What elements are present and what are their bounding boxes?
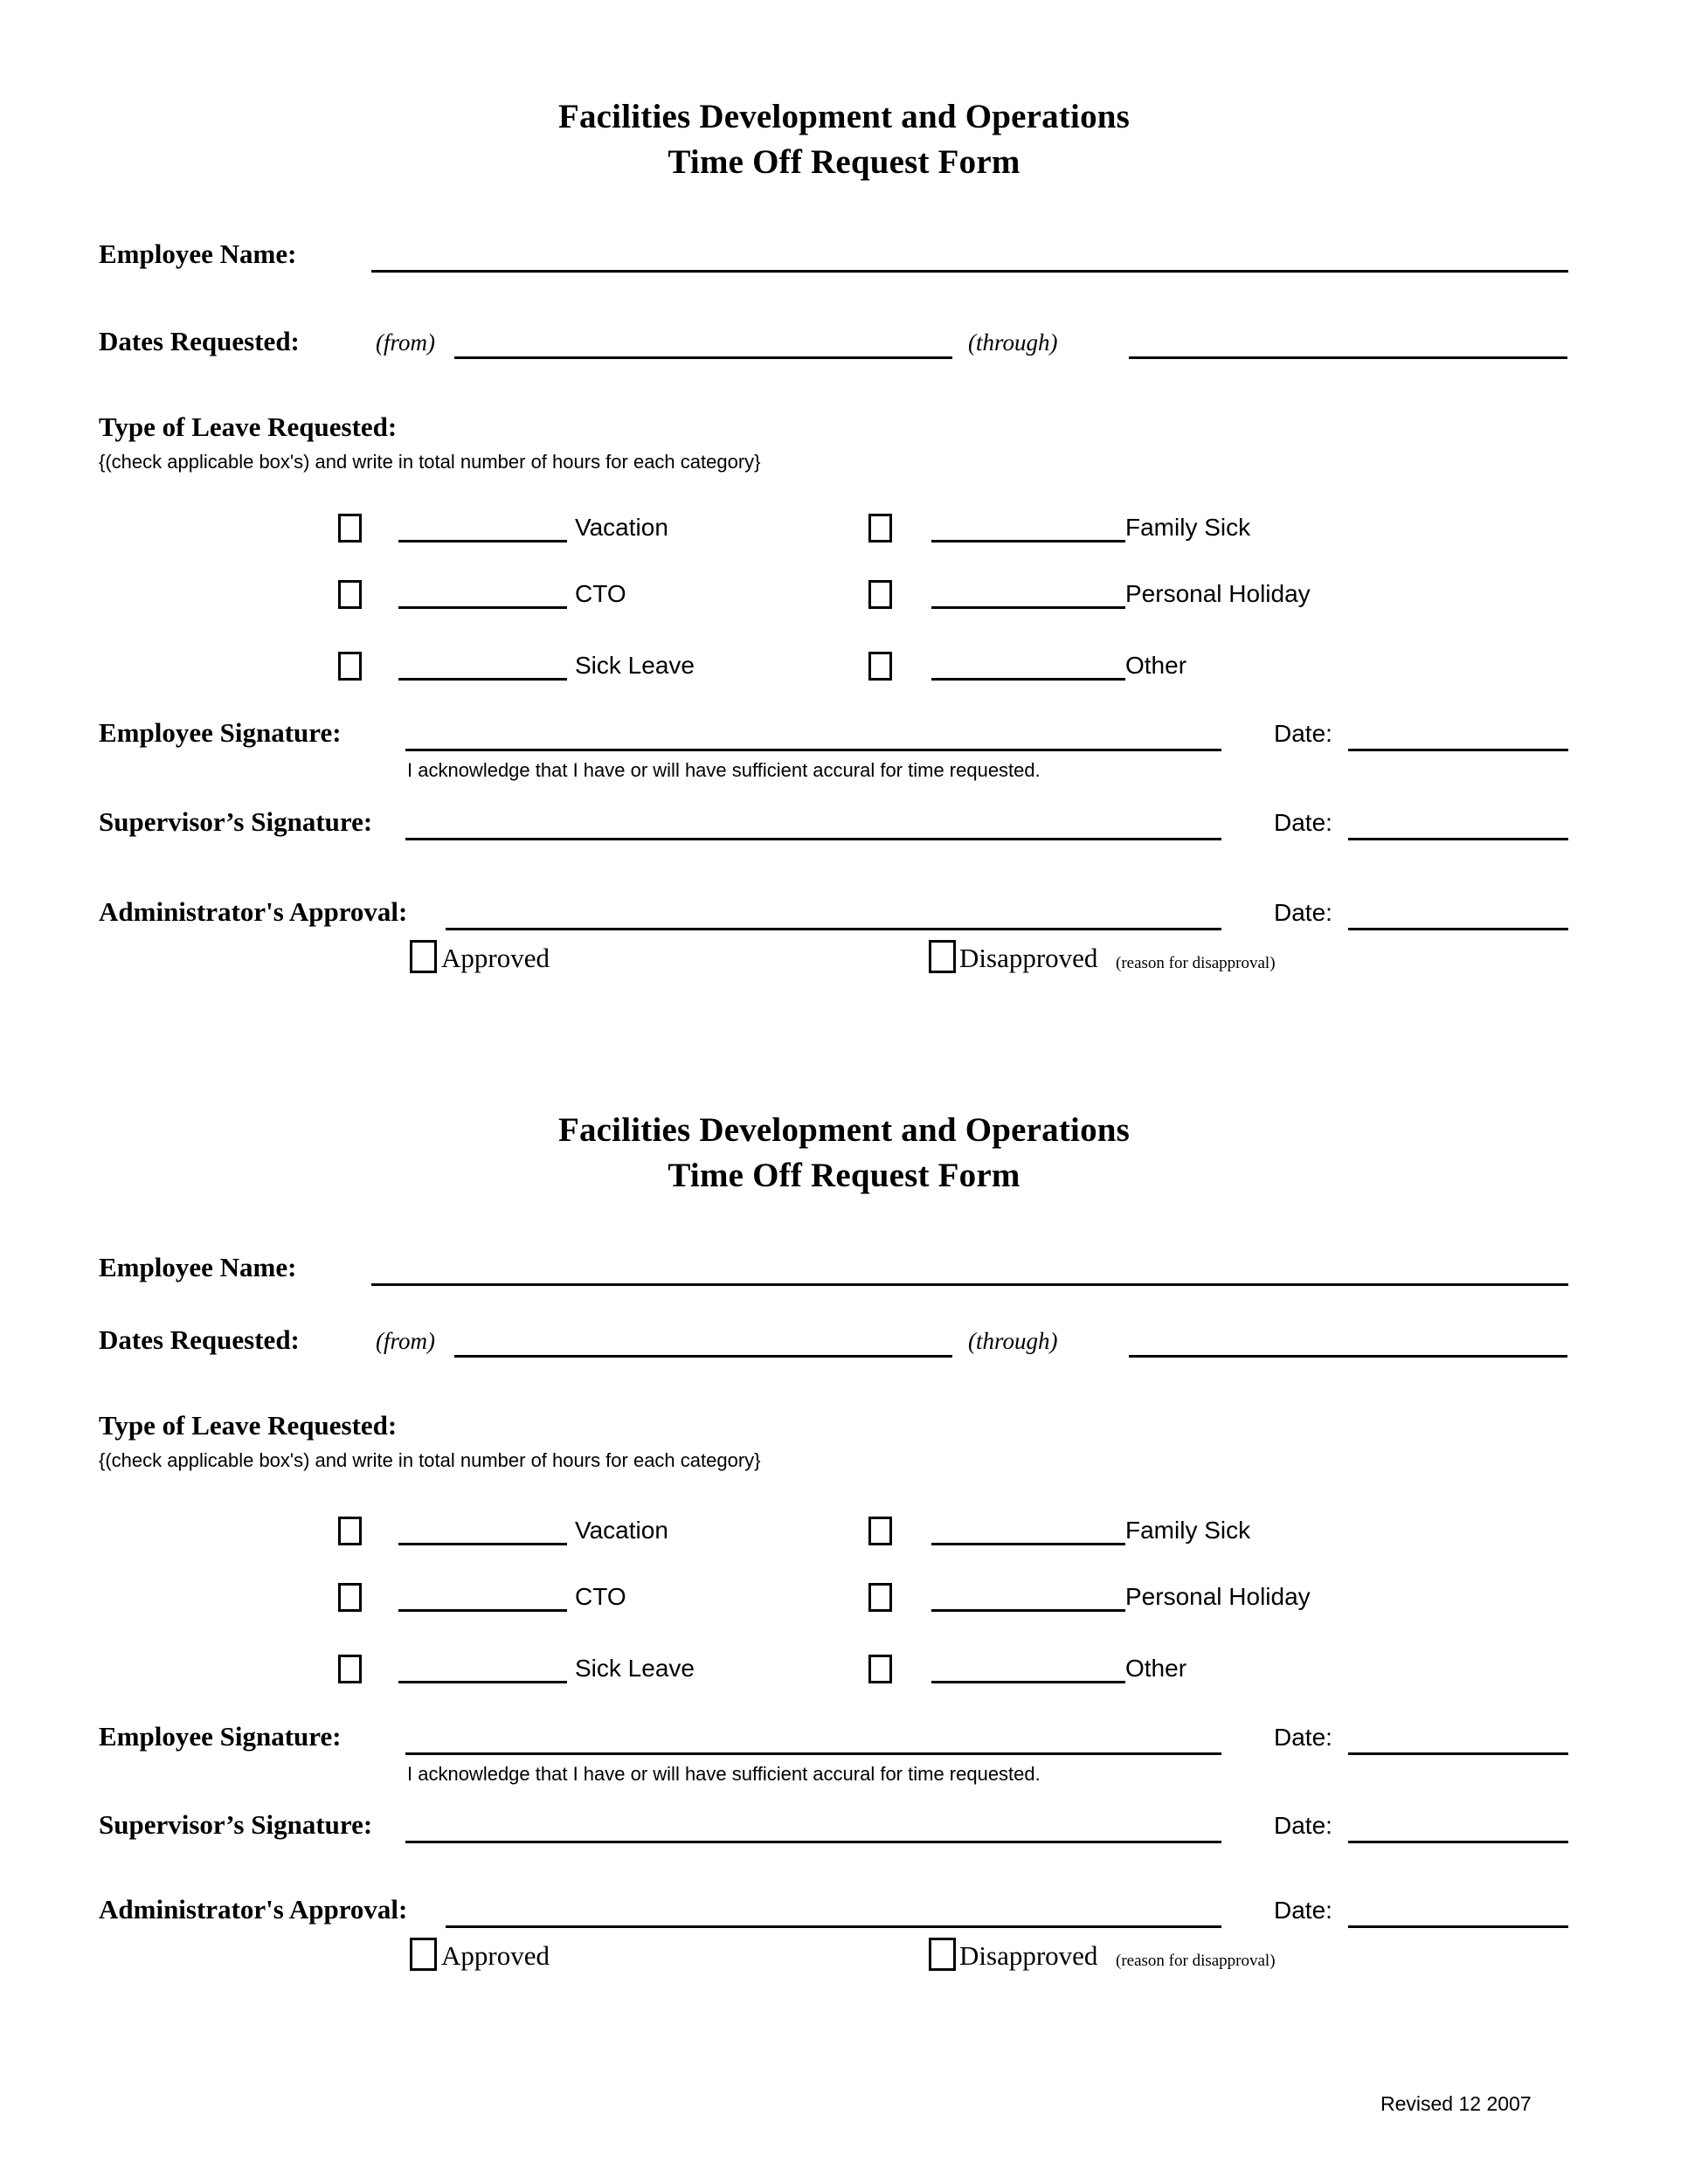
disapproval-reason-note: (reason for disapproval) (1116, 954, 1276, 972)
employee-signature-date-label: Date: (1274, 1724, 1332, 1751)
form-title-line-2: Time Off Request Form (668, 1157, 1020, 1194)
supervisor-signature-label: Supervisor’s Signature: (99, 1809, 373, 1840)
checkbox-disapproved[interactable] (929, 1938, 956, 1971)
leave-option-label-cto: CTO (575, 580, 626, 607)
employee-signature-label: Employee Signature: (99, 1721, 342, 1752)
leave-option-label-other: Other (1125, 652, 1187, 679)
administrator-approval-label: Administrator's Approval: (99, 1894, 408, 1925)
employee-signature-label: Employee Signature: (99, 717, 342, 748)
checkbox-other[interactable] (868, 652, 892, 681)
administrator-approval-input-line[interactable] (446, 928, 1221, 930)
employee-signature-input-line[interactable] (405, 1752, 1221, 1755)
administrator-approval-input-line[interactable] (446, 1925, 1221, 1928)
checkbox-other[interactable] (868, 1655, 892, 1683)
leave-option-label-sick-leave: Sick Leave (575, 1655, 695, 1682)
hours-line-family-sick[interactable] (931, 540, 1125, 543)
time-off-request-form-copy-2 (0, 1013, 1688, 1971)
acknowledgement-note: I acknowledge that I have or will have sufficient accural for time requested. (407, 759, 1041, 781)
supervisor-signature-date-label: Date: (1274, 1812, 1332, 1839)
supervisor-signature-date-label: Date: (1274, 809, 1332, 836)
hours-line-vacation[interactable] (398, 540, 567, 543)
employee-signature-input-line[interactable] (405, 749, 1221, 751)
hours-line-other[interactable] (931, 1681, 1125, 1683)
hours-line-other[interactable] (931, 678, 1125, 681)
checkbox-sick-leave[interactable] (338, 1655, 362, 1683)
hours-line-sick-leave[interactable] (398, 1681, 567, 1683)
checkbox-approved[interactable] (410, 1938, 437, 1971)
hours-line-personal-holiday[interactable] (931, 1609, 1125, 1612)
hours-line-cto[interactable] (398, 1609, 567, 1612)
employee-signature-date-line[interactable] (1348, 749, 1568, 751)
approved-label: Approved (441, 943, 550, 973)
hours-line-cto[interactable] (398, 606, 567, 609)
disapproved-label: Disapproved (959, 1940, 1098, 1971)
checkbox-cto[interactable] (338, 1583, 362, 1612)
form-header (0, 1013, 1688, 1199)
employee-name-label: Employee Name: (99, 238, 297, 269)
leave-option-label-personal-holiday: Personal Holiday (1125, 1583, 1311, 1610)
checkbox-personal-holiday[interactable] (868, 1583, 892, 1612)
form-title-line-2: Time Off Request Form (668, 143, 1020, 181)
checkbox-vacation[interactable] (338, 1517, 362, 1545)
administrator-approval-label: Administrator's Approval: (99, 896, 408, 927)
time-off-request-form-copy-1 (0, 0, 1688, 973)
leave-type-label: Type of Leave Requested: (99, 1410, 398, 1441)
hours-line-vacation[interactable] (398, 1543, 567, 1545)
administrator-approval-date-line[interactable] (1348, 928, 1568, 930)
leave-type-instruction: {(check applicable box's) and write in total number of hours for each category} (99, 451, 761, 473)
leave-option-label-family-sick: Family Sick (1125, 1517, 1251, 1544)
employee-name-input-line[interactable] (371, 270, 1568, 273)
disapproval-reason-note: (reason for disapproval) (1116, 1952, 1276, 1970)
supervisor-signature-input-line[interactable] (405, 838, 1221, 840)
dates-requested-label: Dates Requested: (99, 1324, 300, 1355)
revision-footer: Revised 12 2007 (1380, 2092, 1532, 2115)
checkbox-family-sick[interactable] (868, 514, 892, 543)
supervisor-signature-date-line[interactable] (1348, 838, 1568, 840)
hours-line-family-sick[interactable] (931, 1543, 1125, 1545)
checkbox-cto[interactable] (338, 580, 362, 609)
form-title-line-1: Facilities Development and Operations (557, 1111, 1131, 1149)
leave-option-label-personal-holiday: Personal Holiday (1125, 580, 1311, 607)
supervisor-signature-input-line[interactable] (405, 1841, 1221, 1843)
acknowledgement-note: I acknowledge that I have or will have sufficient accural for time requested. (407, 1763, 1041, 1785)
leave-option-label-other: Other (1125, 1655, 1187, 1682)
leave-option-label-family-sick: Family Sick (1125, 514, 1251, 541)
from-label: (from) (376, 329, 435, 356)
leave-option-label-vacation: Vacation (575, 514, 668, 541)
dates-requested-label: Dates Requested: (99, 326, 300, 356)
supervisor-signature-date-line[interactable] (1348, 1841, 1568, 1843)
checkbox-personal-holiday[interactable] (868, 580, 892, 609)
administrator-approval-date-label: Date: (1274, 899, 1332, 926)
leave-type-instruction: {(check applicable box's) and write in total number of hours for each category} (99, 1449, 761, 1471)
employee-signature-date-line[interactable] (1348, 1752, 1568, 1755)
supervisor-signature-label: Supervisor’s Signature: (99, 806, 373, 837)
checkbox-family-sick[interactable] (868, 1517, 892, 1545)
date-from-input-line[interactable] (454, 1355, 952, 1358)
date-through-input-line[interactable] (1129, 1355, 1567, 1358)
checkbox-sick-leave[interactable] (338, 652, 362, 681)
date-through-input-line[interactable] (1129, 356, 1567, 359)
form-title-line-1: Facilities Development and Operations (557, 98, 1131, 135)
employee-name-label: Employee Name: (99, 1252, 297, 1282)
administrator-approval-date-line[interactable] (1348, 1925, 1568, 1928)
hours-line-personal-holiday[interactable] (931, 606, 1125, 609)
employee-signature-date-label: Date: (1274, 720, 1332, 747)
leave-option-label-sick-leave: Sick Leave (575, 652, 695, 679)
date-from-input-line[interactable] (454, 356, 952, 359)
leave-type-label: Type of Leave Requested: (99, 411, 398, 442)
leave-option-label-cto: CTO (575, 1583, 626, 1610)
from-label: (from) (376, 1328, 435, 1354)
administrator-approval-date-label: Date: (1274, 1897, 1332, 1924)
leave-option-label-vacation: Vacation (575, 1517, 668, 1544)
form-header (0, 0, 1688, 185)
checkbox-vacation[interactable] (338, 514, 362, 543)
approved-label: Approved (441, 1940, 550, 1971)
disapproved-label: Disapproved (959, 943, 1098, 973)
checkbox-approved[interactable] (410, 940, 437, 973)
checkbox-disapproved[interactable] (929, 940, 956, 973)
through-label: (through) (968, 1328, 1058, 1354)
employee-name-input-line[interactable] (371, 1283, 1568, 1286)
through-label: (through) (968, 329, 1058, 356)
hours-line-sick-leave[interactable] (398, 678, 567, 681)
